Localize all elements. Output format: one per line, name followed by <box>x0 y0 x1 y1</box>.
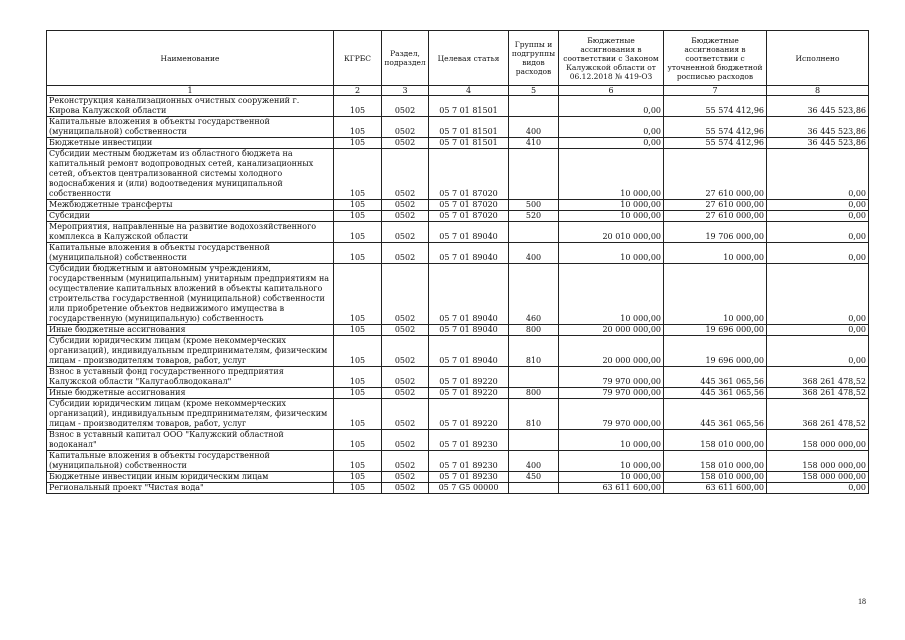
row-target-cell: 05 7 01 87020 <box>429 211 509 222</box>
row-group-cell: 410 <box>509 138 559 149</box>
table-row <box>47 243 869 264</box>
row-target-cell: 05 7 01 89040 <box>429 264 509 325</box>
col-number: 8 <box>767 86 869 96</box>
row-kgrbs-cell: 105 <box>334 117 382 138</box>
row-section-cell: 0502 <box>382 264 429 325</box>
row-law-amount-cell: 79 970 000,00 <box>559 399 664 430</box>
table-row <box>47 117 869 138</box>
row-section-cell: 0502 <box>382 222 429 243</box>
page-number: 18 <box>858 597 866 606</box>
row-name-cell: Реконструкция канализационных очистных сооружений г. Кирова Калужской области <box>47 96 334 117</box>
table-row <box>47 388 869 399</box>
row-law-amount-cell: 10 000,00 <box>559 243 664 264</box>
row-refined-amount-cell: 445 361 065,56 <box>664 367 767 388</box>
row-group-cell: 520 <box>509 211 559 222</box>
row-target-cell: 05 7 01 89040 <box>429 325 509 336</box>
row-group-cell <box>509 367 559 388</box>
row-kgrbs-cell: 105 <box>334 149 382 200</box>
row-refined-amount-cell: 158 010 000,00 <box>664 430 767 451</box>
row-law-amount-cell: 10 000,00 <box>559 451 664 472</box>
row-refined-amount-cell: 55 574 412,96 <box>664 96 767 117</box>
row-name-cell: Капитальные вложения в объекты государственной (муниципальной) собственности <box>47 117 334 138</box>
col-number: 6 <box>559 86 664 96</box>
row-executed-amount-cell: 36 445 523,86 <box>767 117 869 138</box>
row-law-amount-cell: 20 000 000,00 <box>559 336 664 367</box>
table-body <box>47 96 869 494</box>
row-group-cell: 460 <box>509 264 559 325</box>
row-refined-amount-cell: 27 610 000,00 <box>664 200 767 211</box>
row-group-cell: 400 <box>509 117 559 138</box>
header-name: Наименование <box>47 31 334 86</box>
row-name-cell: Мероприятия, направленные на развитие водохозяйственного комплекса в Калужской области <box>47 222 334 243</box>
row-kgrbs-cell: 105 <box>334 222 382 243</box>
row-name-cell: Капитальные вложения в объекты государственной (муниципальной) собственности <box>47 451 334 472</box>
row-target-cell: 05 7 01 89230 <box>429 430 509 451</box>
row-section-cell: 0502 <box>382 336 429 367</box>
row-name-cell: Межбюджетные трансферты <box>47 200 334 211</box>
row-kgrbs-cell: 105 <box>334 367 382 388</box>
row-refined-amount-cell: 27 610 000,00 <box>664 149 767 200</box>
row-law-amount-cell: 0,00 <box>559 117 664 138</box>
row-law-amount-cell: 10 000,00 <box>559 264 664 325</box>
table-row <box>47 138 869 149</box>
row-refined-amount-cell: 55 574 412,96 <box>664 138 767 149</box>
table-row <box>47 264 869 325</box>
row-executed-amount-cell: 158 000 000,00 <box>767 451 869 472</box>
row-target-cell: 05 7 01 89040 <box>429 243 509 264</box>
row-refined-amount-cell: 445 361 065,56 <box>664 388 767 399</box>
header-law: Бюджетные ассигнования в соответствии с Законом Калужской области от 06.12.2018 № 419-ОЗ <box>559 31 664 86</box>
row-law-amount-cell: 79 970 000,00 <box>559 367 664 388</box>
table-row <box>47 222 869 243</box>
row-group-cell: 810 <box>509 399 559 430</box>
row-executed-amount-cell: 0,00 <box>767 149 869 200</box>
row-name-cell: Иные бюджетные ассигнования <box>47 325 334 336</box>
row-section-cell: 0502 <box>382 96 429 117</box>
row-kgrbs-cell: 105 <box>334 325 382 336</box>
row-section-cell: 0502 <box>382 117 429 138</box>
row-section-cell: 0502 <box>382 399 429 430</box>
row-kgrbs-cell: 105 <box>334 388 382 399</box>
row-section-cell: 0502 <box>382 243 429 264</box>
row-name-cell: Капитальные вложения в объекты государственной (муниципальной) собственности <box>47 243 334 264</box>
header-groups: Группы и подгруппы видов расходов <box>509 31 559 86</box>
row-kgrbs-cell: 105 <box>334 472 382 483</box>
row-target-cell: 05 7 01 89220 <box>429 388 509 399</box>
header-target: Целевая статья <box>429 31 509 86</box>
row-group-cell: 450 <box>509 472 559 483</box>
row-refined-amount-cell: 55 574 412,96 <box>664 117 767 138</box>
row-target-cell: 05 7 01 87020 <box>429 200 509 211</box>
row-section-cell: 0502 <box>382 472 429 483</box>
col-number: 4 <box>429 86 509 96</box>
table-header-row <box>47 31 869 86</box>
table-row <box>47 149 869 200</box>
row-name-cell: Бюджетные инвестиции <box>47 138 334 149</box>
row-kgrbs-cell: 105 <box>334 264 382 325</box>
row-refined-amount-cell: 19 696 000,00 <box>664 325 767 336</box>
row-kgrbs-cell: 105 <box>334 138 382 149</box>
row-section-cell: 0502 <box>382 451 429 472</box>
row-section-cell: 0502 <box>382 483 429 494</box>
row-refined-amount-cell: 19 696 000,00 <box>664 336 767 367</box>
row-executed-amount-cell: 368 261 478,52 <box>767 388 869 399</box>
row-kgrbs-cell: 105 <box>334 451 382 472</box>
row-kgrbs-cell: 105 <box>334 336 382 367</box>
row-executed-amount-cell: 158 000 000,00 <box>767 472 869 483</box>
row-target-cell: 05 7 01 81501 <box>429 96 509 117</box>
row-name-cell: Региональный проект "Чистая вода" <box>47 483 334 494</box>
row-refined-amount-cell: 10 000,00 <box>664 264 767 325</box>
row-law-amount-cell: 10 000,00 <box>559 472 664 483</box>
row-section-cell: 0502 <box>382 200 429 211</box>
col-number: 3 <box>382 86 429 96</box>
row-section-cell: 0502 <box>382 149 429 200</box>
header-section: Раздел, подраздел <box>382 31 429 86</box>
row-law-amount-cell: 0,00 <box>559 96 664 117</box>
col-number: 7 <box>664 86 767 96</box>
row-executed-amount-cell: 0,00 <box>767 211 869 222</box>
row-target-cell: 05 7 01 89040 <box>429 222 509 243</box>
row-group-cell <box>509 430 559 451</box>
row-kgrbs-cell: 105 <box>334 243 382 264</box>
row-executed-amount-cell: 158 000 000,00 <box>767 430 869 451</box>
budget-execution-table <box>46 30 869 494</box>
row-target-cell: 05 7 G5 00000 <box>429 483 509 494</box>
row-group-cell: 800 <box>509 388 559 399</box>
row-law-amount-cell: 0,00 <box>559 138 664 149</box>
row-name-cell: Взнос в уставный капитал ООО "Калужский областной водоканал" <box>47 430 334 451</box>
row-name-cell: Субсидии юридическим лицам (кроме некоммерческих организаций), индивидуальным предпринимателям, физическим лицам - производителям товаров, работ, услуг <box>47 336 334 367</box>
row-group-cell <box>509 222 559 243</box>
col-number: 1 <box>47 86 334 96</box>
table-row <box>47 96 869 117</box>
row-law-amount-cell: 10 000,00 <box>559 430 664 451</box>
row-kgrbs-cell: 105 <box>334 483 382 494</box>
row-kgrbs-cell: 105 <box>334 96 382 117</box>
row-group-cell: 800 <box>509 325 559 336</box>
row-target-cell: 05 7 01 89230 <box>429 472 509 483</box>
row-target-cell: 05 7 01 89220 <box>429 399 509 430</box>
table-row <box>47 451 869 472</box>
row-law-amount-cell: 79 970 000,00 <box>559 388 664 399</box>
row-group-cell: 500 <box>509 200 559 211</box>
header-refined: Бюджетные ассигнования в соответствии с уточненной бюджетной росписью расходов <box>664 31 767 86</box>
row-target-cell: 05 7 01 87020 <box>429 149 509 200</box>
row-refined-amount-cell: 27 610 000,00 <box>664 211 767 222</box>
header-kgrbs: КГРБС <box>334 31 382 86</box>
row-executed-amount-cell: 368 261 478,52 <box>767 399 869 430</box>
row-law-amount-cell: 63 611 600,00 <box>559 483 664 494</box>
row-group-cell: 400 <box>509 451 559 472</box>
row-group-cell: 810 <box>509 336 559 367</box>
row-executed-amount-cell: 0,00 <box>767 243 869 264</box>
column-number-row <box>47 86 869 96</box>
row-group-cell <box>509 149 559 200</box>
row-executed-amount-cell: 368 261 478,52 <box>767 367 869 388</box>
row-executed-amount-cell: 0,00 <box>767 200 869 211</box>
row-target-cell: 05 7 01 81501 <box>429 138 509 149</box>
row-refined-amount-cell: 10 000,00 <box>664 243 767 264</box>
table-row <box>47 336 869 367</box>
row-name-cell: Иные бюджетные ассигнования <box>47 388 334 399</box>
table-row <box>47 430 869 451</box>
table-row <box>47 483 869 494</box>
row-executed-amount-cell: 0,00 <box>767 222 869 243</box>
row-section-cell: 0502 <box>382 430 429 451</box>
row-executed-amount-cell: 36 445 523,86 <box>767 138 869 149</box>
row-group-cell <box>509 483 559 494</box>
table-row <box>47 367 869 388</box>
row-kgrbs-cell: 105 <box>334 211 382 222</box>
row-executed-amount-cell: 36 445 523,86 <box>767 96 869 117</box>
col-number: 5 <box>509 86 559 96</box>
row-kgrbs-cell: 105 <box>334 430 382 451</box>
row-law-amount-cell: 10 000,00 <box>559 149 664 200</box>
row-group-cell <box>509 96 559 117</box>
row-section-cell: 0502 <box>382 325 429 336</box>
row-law-amount-cell: 10 000,00 <box>559 211 664 222</box>
row-name-cell: Субсидии местным бюджетам из областного бюджета на капитальный ремонт водопроводных сетей, канализационных сетей, объектов централизованной системы холодного водоснабжения и (или) водоотведения муниципальной собственности <box>47 149 334 200</box>
row-law-amount-cell: 10 000,00 <box>559 200 664 211</box>
row-target-cell: 05 7 01 89040 <box>429 336 509 367</box>
row-refined-amount-cell: 158 010 000,00 <box>664 472 767 483</box>
row-section-cell: 0502 <box>382 388 429 399</box>
table-row <box>47 472 869 483</box>
row-executed-amount-cell: 0,00 <box>767 325 869 336</box>
col-number: 2 <box>334 86 382 96</box>
row-section-cell: 0502 <box>382 138 429 149</box>
row-target-cell: 05 7 01 89220 <box>429 367 509 388</box>
row-name-cell: Субсидии бюджетным и автономным учреждениям, государственным (муниципальным) унитарным предприятиям на осуществление капитальных вложений в объекты капитального строительства государственной (муниципальной) собственности или приобретение объектов недвижимого имущества в государственную (муниципальную) собственность <box>47 264 334 325</box>
budget-table-sheet <box>46 30 868 494</box>
row-refined-amount-cell: 158 010 000,00 <box>664 451 767 472</box>
row-name-cell: Взнос в уставный фонд государственного предприятия Калужской области "Калугаоблводоканал" <box>47 367 334 388</box>
row-target-cell: 05 7 01 89230 <box>429 451 509 472</box>
row-kgrbs-cell: 105 <box>334 200 382 211</box>
table-row <box>47 211 869 222</box>
row-executed-amount-cell: 0,00 <box>767 336 869 367</box>
row-name-cell: Субсидии юридическим лицам (кроме некоммерческих организаций), индивидуальным предпринимателям, физическим лицам - производителям товаров, работ, услуг <box>47 399 334 430</box>
row-executed-amount-cell: 0,00 <box>767 264 869 325</box>
row-target-cell: 05 7 01 81501 <box>429 117 509 138</box>
row-refined-amount-cell: 445 361 065,56 <box>664 399 767 430</box>
table-row <box>47 325 869 336</box>
header-executed: Исполнено <box>767 31 869 86</box>
row-section-cell: 0502 <box>382 211 429 222</box>
row-refined-amount-cell: 19 706 000,00 <box>664 222 767 243</box>
table-row <box>47 200 869 211</box>
row-refined-amount-cell: 63 611 600,00 <box>664 483 767 494</box>
table-row <box>47 399 869 430</box>
row-section-cell: 0502 <box>382 367 429 388</box>
row-name-cell: Бюджетные инвестиции иным юридическим лицам <box>47 472 334 483</box>
row-kgrbs-cell: 105 <box>334 399 382 430</box>
row-law-amount-cell: 20 000 000,00 <box>559 325 664 336</box>
row-group-cell: 400 <box>509 243 559 264</box>
row-executed-amount-cell: 0,00 <box>767 483 869 494</box>
row-name-cell: Субсидии <box>47 211 334 222</box>
row-law-amount-cell: 20 010 000,00 <box>559 222 664 243</box>
